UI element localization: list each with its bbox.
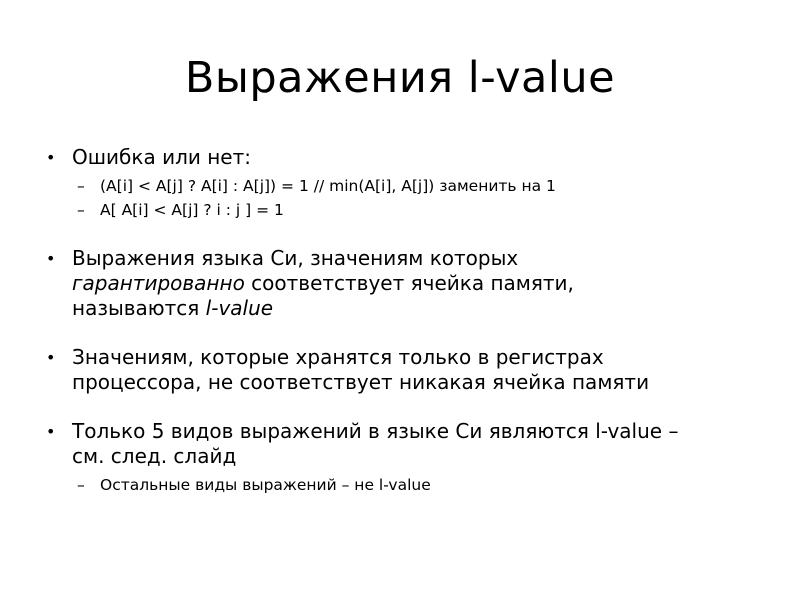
bullet-icon: • xyxy=(46,348,56,367)
emphasis-text: l-value xyxy=(205,296,274,320)
sub-bullet-item xyxy=(44,473,764,497)
bullet-icon: • xyxy=(46,422,56,441)
bullet-item-five-kinds xyxy=(44,419,764,469)
sub-bullet-text: A[ A[i] < A[j] ? i : j ] = 1 xyxy=(100,201,284,219)
slide-content xyxy=(44,145,764,497)
sub-bullet-text: Остальные виды выражений – не l-value xyxy=(100,476,431,494)
sub-bullet-item xyxy=(44,198,764,222)
bullet-item-registers xyxy=(44,345,764,395)
bullet-text-fragment: соответствует ячейка памяти, xyxy=(244,271,574,295)
dash-icon: – xyxy=(77,177,85,195)
bullet-item-lvalue-definition xyxy=(44,246,764,321)
bullet-text-line xyxy=(72,296,764,321)
bullet-text: Ошибка или нет: xyxy=(72,145,251,169)
sub-bullet-item xyxy=(44,174,764,198)
bullet-text-fragment: называются xyxy=(72,296,206,320)
bullet-text-line: см. след. слайд xyxy=(72,444,237,468)
bullet-text-line xyxy=(72,271,764,296)
sub-bullet-text: (A[i] < A[j] ? A[i] : A[j]) = 1 // min(A[i], A[j]) заменить на 1 xyxy=(100,177,556,195)
bullet-text-line: процессора, не соответствует никакая ячейка памяти xyxy=(72,370,650,394)
bullet-icon: • xyxy=(46,148,56,167)
bullet-text-line: Только 5 видов выражений в языке Си являются l-value – xyxy=(72,419,679,443)
slide-title: Выражения l-value xyxy=(184,53,616,103)
bullet-icon: • xyxy=(46,249,56,268)
dash-icon: – xyxy=(77,476,85,494)
bullet-text-line: Значениям, которые хранятся только в регистрах xyxy=(72,345,604,369)
emphasis-text: гарантированно xyxy=(72,271,245,295)
bullet-text-line: Выражения языка Си, значениям которых xyxy=(72,246,519,270)
dash-icon: – xyxy=(77,201,85,219)
bullet-item-error-or-not xyxy=(44,145,764,170)
